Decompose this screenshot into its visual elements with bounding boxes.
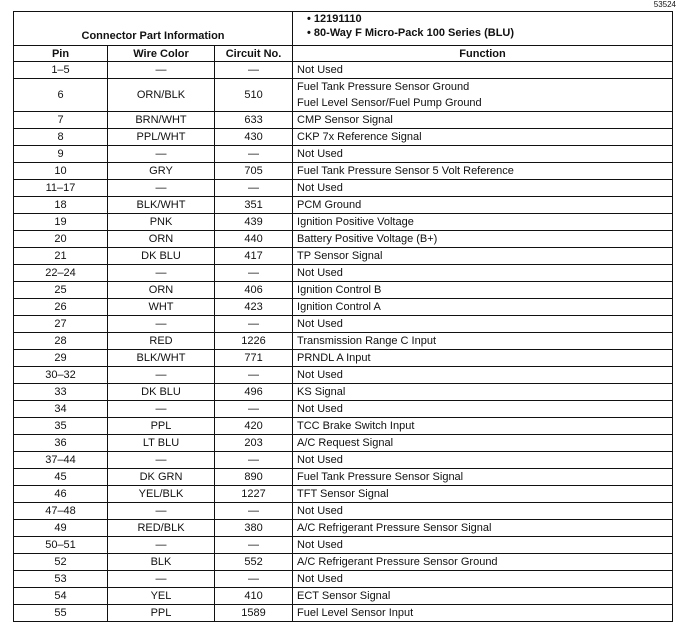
circuit-cell: 430	[215, 129, 293, 146]
function-line: Fuel Tank Pressure Sensor Ground	[297, 81, 470, 93]
pin-cell: 7	[14, 112, 108, 129]
table-row	[14, 180, 673, 197]
circuit-cell: —	[215, 452, 293, 469]
pin-cell: 30–32	[14, 367, 108, 384]
circuit-cell: 771	[215, 350, 293, 367]
pin-cell: 18	[14, 197, 108, 214]
pin-cell: 36	[14, 435, 108, 452]
pin-cell: 54	[14, 588, 108, 605]
function-line: Ignition Control A	[297, 301, 381, 313]
wire-color-cell: PPL	[108, 605, 215, 622]
function-cell	[293, 384, 673, 401]
wire-color-cell: LT BLU	[108, 435, 215, 452]
pin-cell: 8	[14, 129, 108, 146]
pin-cell: 35	[14, 418, 108, 435]
function-cell	[293, 231, 673, 248]
function-line: A/C Refrigerant Pressure Sensor Ground	[297, 556, 498, 568]
table-row	[14, 214, 673, 231]
function-cell	[293, 503, 673, 520]
wire-color-cell: ORN	[108, 282, 215, 299]
wire-color-cell: PNK	[108, 214, 215, 231]
function-line: Not Used	[297, 64, 343, 76]
circuit-cell: —	[215, 571, 293, 588]
table-row	[14, 146, 673, 163]
circuit-cell: 351	[215, 197, 293, 214]
circuit-cell: 633	[215, 112, 293, 129]
function-line: Not Used	[297, 148, 343, 160]
circuit-cell: —	[215, 503, 293, 520]
function-cell	[293, 146, 673, 163]
function-line: TFT Sensor Signal	[297, 488, 389, 500]
function-cell	[293, 214, 673, 231]
table-row	[14, 316, 673, 333]
table-row	[14, 367, 673, 384]
wire-color-cell: RED	[108, 333, 215, 350]
circuit-cell: 410	[215, 588, 293, 605]
pin-cell: 52	[14, 554, 108, 571]
function-line: Battery Positive Voltage (B+)	[297, 233, 438, 245]
function-cell	[293, 537, 673, 554]
pin-cell: 45	[14, 469, 108, 486]
table-row	[14, 588, 673, 605]
function-line: TP Sensor Signal	[297, 250, 383, 262]
table-row	[14, 62, 673, 79]
wire-color-cell: BLK/WHT	[108, 350, 215, 367]
circuit-cell: 705	[215, 163, 293, 180]
function-line: KS Signal	[297, 386, 346, 398]
wire-color-cell: —	[108, 571, 215, 588]
function-cell	[293, 571, 673, 588]
function-cell	[293, 299, 673, 316]
function-cell	[293, 486, 673, 503]
circuit-cell: —	[215, 146, 293, 163]
circuit-cell: —	[215, 367, 293, 384]
function-line: Fuel Level Sensor/Fuel Pump Ground	[297, 97, 482, 109]
wire-color-cell: ORN	[108, 231, 215, 248]
wire-color-cell: YEL	[108, 588, 215, 605]
circuit-cell: 890	[215, 469, 293, 486]
function-line: CMP Sensor Signal	[297, 114, 393, 126]
wire-color-cell: —	[108, 62, 215, 79]
wire-color-cell: —	[108, 503, 215, 520]
function-line: Not Used	[297, 267, 343, 279]
pin-cell: 6	[14, 79, 108, 112]
wire-color-cell: —	[108, 316, 215, 333]
function-cell	[293, 282, 673, 299]
function-cell	[293, 605, 673, 622]
pin-cell: 47–48	[14, 503, 108, 520]
table-row	[14, 605, 673, 622]
function-line: Fuel Level Sensor Input	[297, 607, 414, 619]
pin-cell: 10	[14, 163, 108, 180]
pin-cell: 27	[14, 316, 108, 333]
pin-cell: 50–51	[14, 537, 108, 554]
pin-cell: 46	[14, 486, 108, 503]
wire-color-cell: BLK/WHT	[108, 197, 215, 214]
function-cell	[293, 333, 673, 350]
circuit-cell: 1589	[215, 605, 293, 622]
function-cell	[293, 554, 673, 571]
circuit-cell: 1226	[215, 333, 293, 350]
connector-part-info	[293, 12, 673, 46]
pin-cell: 28	[14, 333, 108, 350]
wire-color-cell: DK BLU	[108, 384, 215, 401]
circuit-cell: —	[215, 265, 293, 282]
circuit-cell: 496	[215, 384, 293, 401]
table-row	[14, 112, 673, 129]
function-cell	[293, 588, 673, 605]
circuit-cell: —	[215, 180, 293, 197]
circuit-cell: 380	[215, 520, 293, 537]
table-row	[14, 520, 673, 537]
circuit-cell: 406	[215, 282, 293, 299]
column-header-circuit: Circuit No.	[215, 46, 293, 62]
wire-color-cell: YEL/BLK	[108, 486, 215, 503]
function-line: Ignition Positive Voltage	[297, 216, 414, 228]
wire-color-cell: DK GRN	[108, 469, 215, 486]
table-row	[14, 503, 673, 520]
pin-cell: 37–44	[14, 452, 108, 469]
function-cell	[293, 452, 673, 469]
function-line: Not Used	[297, 454, 343, 466]
wire-color-cell: —	[108, 452, 215, 469]
table-row	[14, 79, 673, 112]
function-line: PRNDL A Input	[297, 352, 371, 364]
pin-cell: 21	[14, 248, 108, 265]
function-line: Fuel Tank Pressure Sensor Signal	[297, 471, 464, 483]
table-row	[14, 486, 673, 503]
wire-color-cell: —	[108, 537, 215, 554]
column-header-pin: Pin	[14, 46, 108, 62]
function-cell	[293, 401, 673, 418]
function-line: TCC Brake Switch Input	[297, 420, 415, 432]
pin-cell: 9	[14, 146, 108, 163]
table-row	[14, 350, 673, 367]
circuit-cell: —	[215, 62, 293, 79]
function-cell	[293, 316, 673, 333]
function-line: Not Used	[297, 403, 343, 415]
table-row	[14, 333, 673, 350]
function-cell	[293, 112, 673, 129]
wire-color-cell: DK BLU	[108, 248, 215, 265]
wire-color-cell: BRN/WHT	[108, 112, 215, 129]
table-row	[14, 418, 673, 435]
function-cell	[293, 367, 673, 384]
function-cell	[293, 469, 673, 486]
wire-color-cell: —	[108, 146, 215, 163]
function-line: Transmission Range C Input	[297, 335, 437, 347]
pin-cell: 1–5	[14, 62, 108, 79]
function-cell	[293, 418, 673, 435]
function-line: PCM Ground	[297, 199, 362, 211]
table-row	[14, 571, 673, 588]
connector-part-info-title: Connector Part Information	[14, 12, 293, 46]
pin-cell: 26	[14, 299, 108, 316]
circuit-cell: 510	[215, 79, 293, 112]
function-line: Fuel Tank Pressure Sensor 5 Volt Reference	[297, 165, 514, 177]
pin-cell: 20	[14, 231, 108, 248]
function-line: Ignition Control B	[297, 284, 382, 296]
circuit-cell: 203	[215, 435, 293, 452]
table-row	[14, 129, 673, 146]
table-row	[14, 401, 673, 418]
table-row	[14, 163, 673, 180]
connector-table	[13, 11, 673, 622]
table-row	[14, 435, 673, 452]
function-line: Not Used	[297, 505, 343, 517]
function-line: A/C Request Signal	[297, 437, 394, 449]
table-row	[14, 554, 673, 571]
pin-cell: 22–24	[14, 265, 108, 282]
column-header-row	[14, 46, 673, 62]
function-line: CKP 7x Reference Signal	[297, 131, 422, 143]
function-cell	[293, 197, 673, 214]
function-line: Not Used	[297, 318, 343, 330]
table-row	[14, 282, 673, 299]
function-line: ECT Sensor Signal	[297, 590, 391, 602]
wire-color-cell: —	[108, 401, 215, 418]
wire-color-cell: PPL	[108, 418, 215, 435]
function-cell	[293, 62, 673, 79]
function-cell	[293, 79, 673, 112]
wire-color-cell: RED/BLK	[108, 520, 215, 537]
table-row	[14, 265, 673, 282]
pin-cell: 19	[14, 214, 108, 231]
circuit-cell: 420	[215, 418, 293, 435]
header-row	[14, 12, 673, 46]
function-line: Not Used	[297, 539, 343, 551]
function-line: Not Used	[297, 369, 343, 381]
table-row	[14, 537, 673, 554]
part-number: • 12191110	[307, 13, 362, 25]
table-row	[14, 248, 673, 265]
wire-color-cell: ORN/BLK	[108, 79, 215, 112]
table-row	[14, 452, 673, 469]
circuit-cell: —	[215, 316, 293, 333]
pin-cell: 34	[14, 401, 108, 418]
pin-cell: 33	[14, 384, 108, 401]
connector-description: • 80-Way F Micro-Pack 100 Series (BLU)	[307, 27, 515, 39]
function-cell	[293, 350, 673, 367]
function-line: Not Used	[297, 182, 343, 194]
function-cell	[293, 435, 673, 452]
circuit-cell: 552	[215, 554, 293, 571]
function-cell	[293, 163, 673, 180]
circuit-cell: 439	[215, 214, 293, 231]
wire-color-cell: —	[108, 180, 215, 197]
pin-cell: 53	[14, 571, 108, 588]
wire-color-cell: WHT	[108, 299, 215, 316]
wire-color-cell: GRY	[108, 163, 215, 180]
table-row	[14, 469, 673, 486]
wire-color-cell: —	[108, 265, 215, 282]
pin-cell: 49	[14, 520, 108, 537]
table-row	[14, 299, 673, 316]
column-header-function: Function	[293, 46, 673, 62]
function-cell	[293, 520, 673, 537]
pin-cell: 29	[14, 350, 108, 367]
wire-color-cell: PPL/WHT	[108, 129, 215, 146]
pin-cell: 55	[14, 605, 108, 622]
circuit-cell: 423	[215, 299, 293, 316]
circuit-cell: 417	[215, 248, 293, 265]
circuit-cell: —	[215, 401, 293, 418]
table-row	[14, 384, 673, 401]
circuit-cell: 1227	[215, 486, 293, 503]
wire-color-cell: BLK	[108, 554, 215, 571]
pin-cell: 25	[14, 282, 108, 299]
function-cell	[293, 129, 673, 146]
function-line: A/C Refrigerant Pressure Sensor Signal	[297, 522, 492, 534]
wire-color-cell: —	[108, 367, 215, 384]
function-cell	[293, 248, 673, 265]
pin-cell: 11–17	[14, 180, 108, 197]
circuit-cell: —	[215, 537, 293, 554]
function-cell	[293, 265, 673, 282]
document-id: 53524	[653, 0, 676, 9]
function-cell	[293, 180, 673, 197]
function-line: Not Used	[297, 573, 343, 585]
column-header-wire-color: Wire Color	[108, 46, 215, 62]
table-row	[14, 231, 673, 248]
table-row	[14, 197, 673, 214]
circuit-cell: 440	[215, 231, 293, 248]
